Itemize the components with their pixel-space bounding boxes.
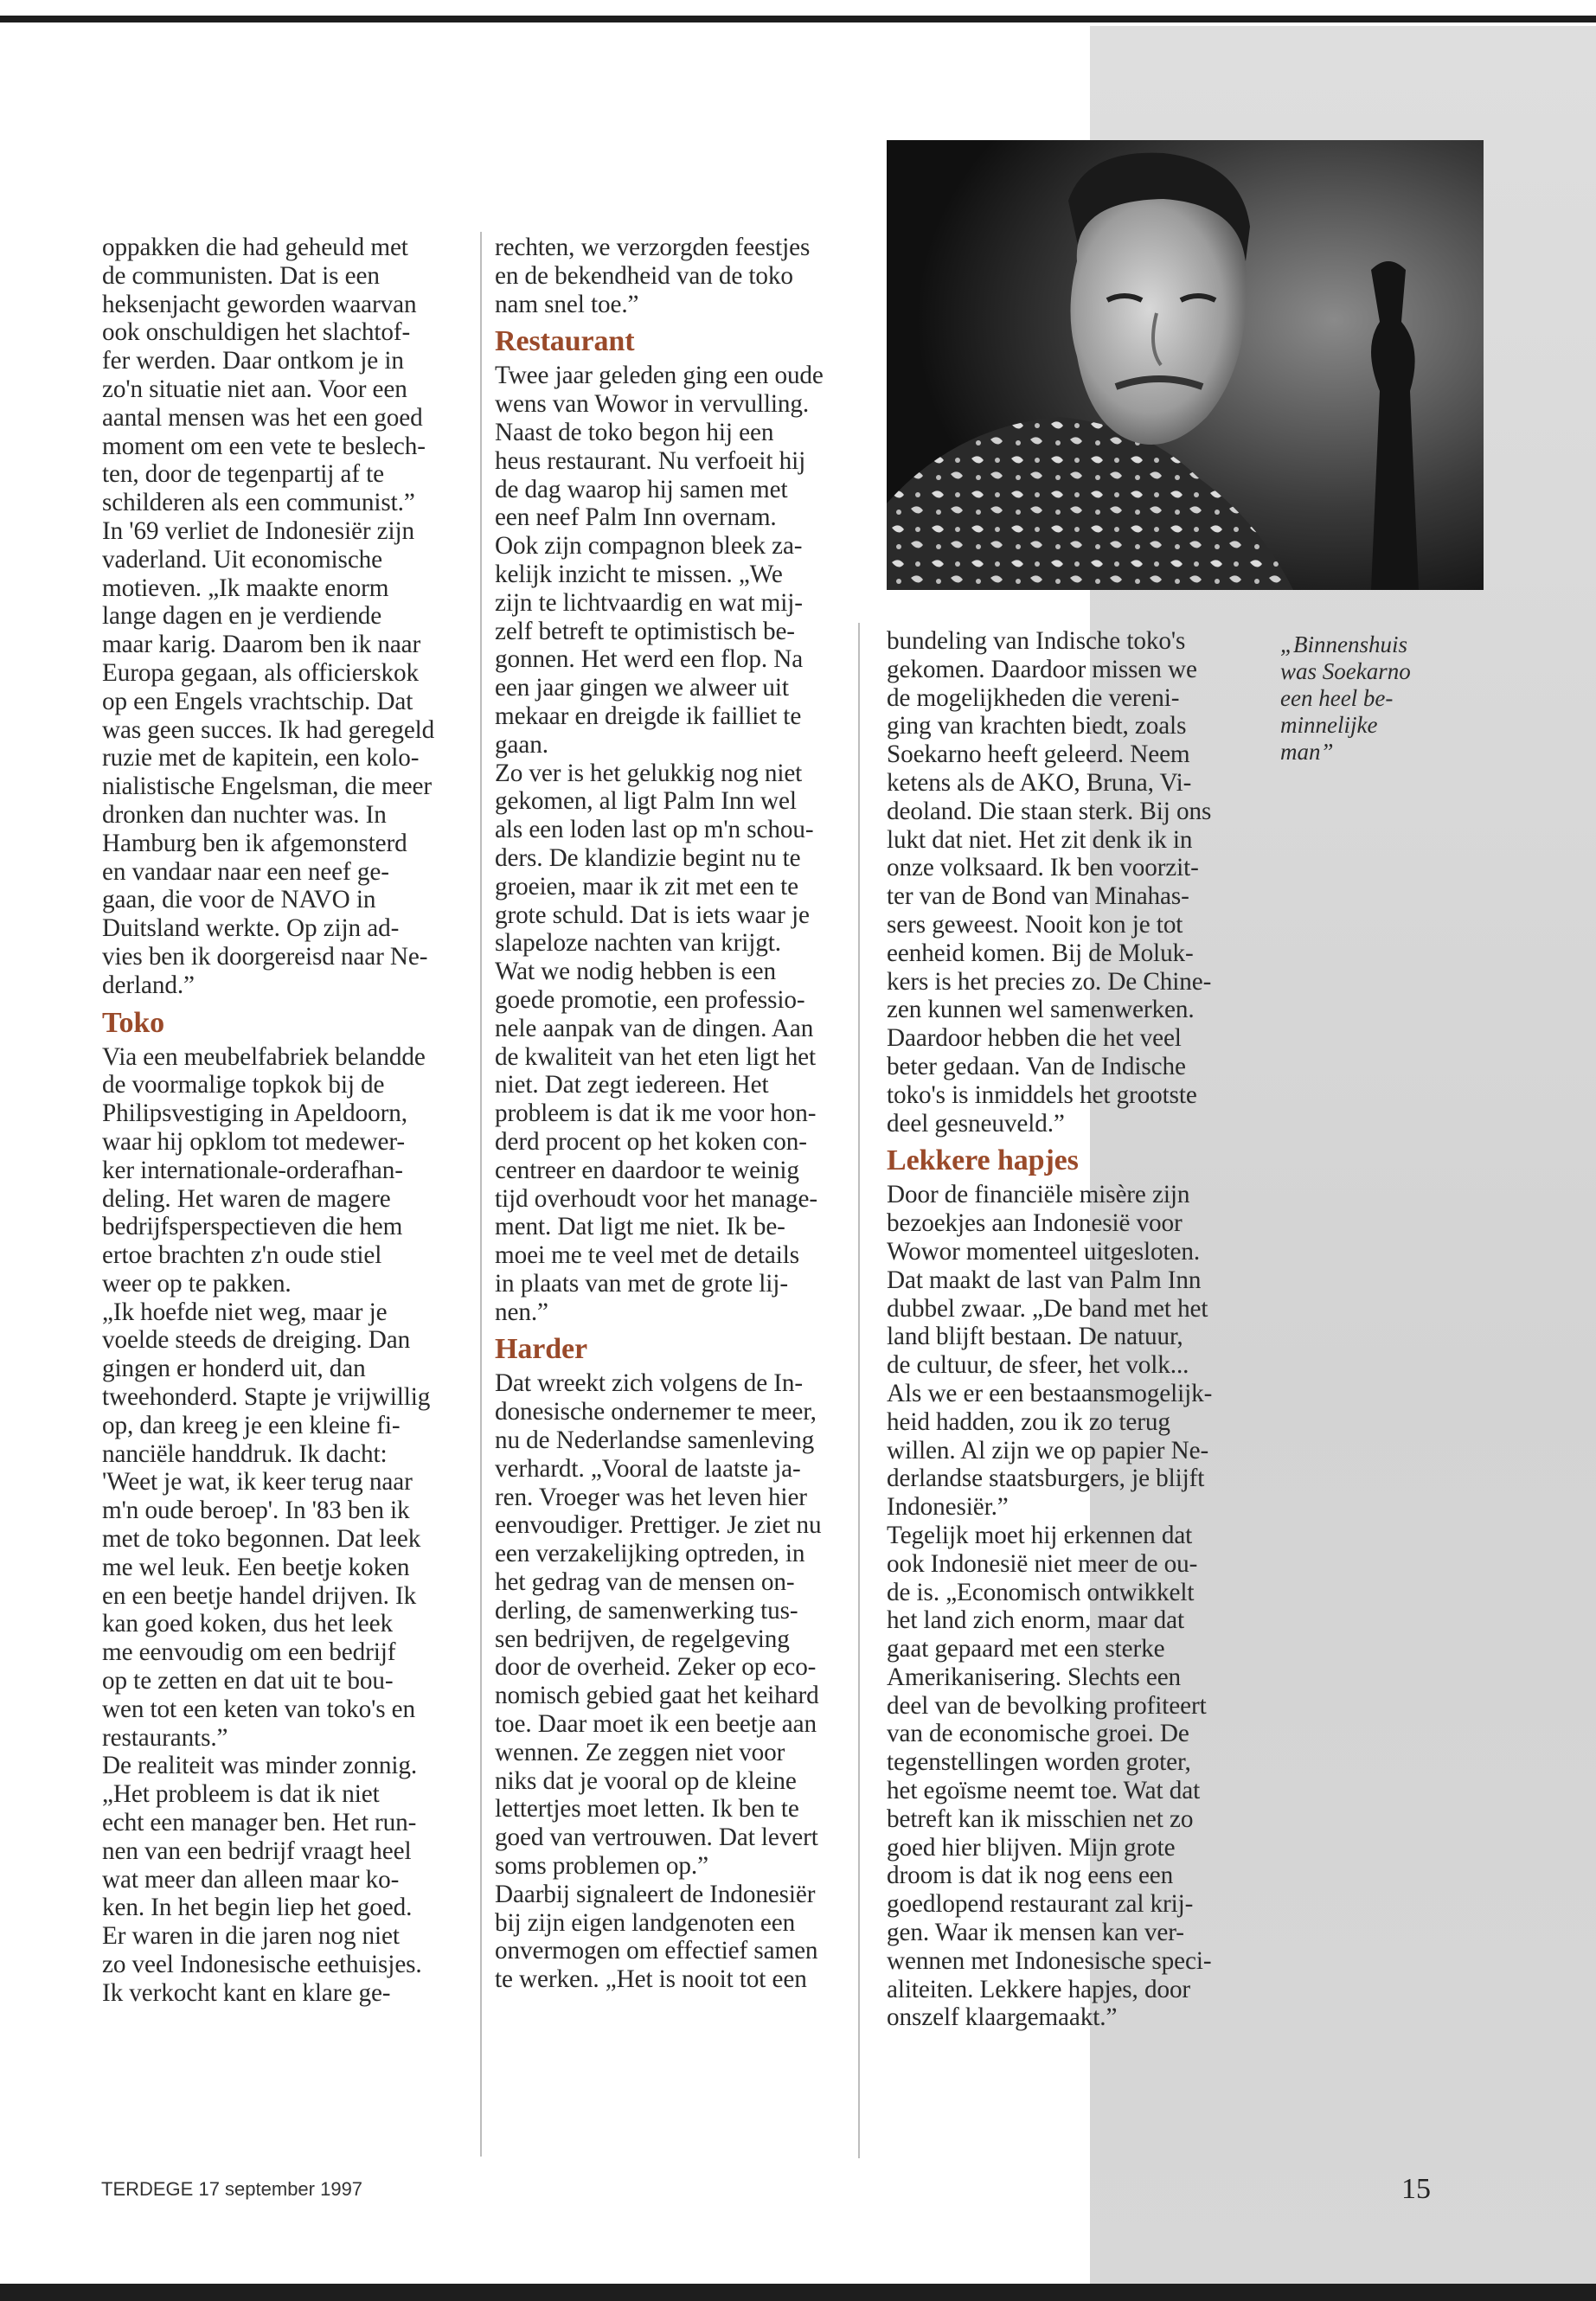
text-line: probleem is dat ik me voor hon- bbox=[495, 1099, 817, 1128]
text-line: Zo ver is het gelukkig nog niet bbox=[495, 759, 803, 787]
text-line: de mogelijkheden die vereni- bbox=[887, 683, 1180, 712]
text-line: voelde steeds de dreiging. Dan bbox=[102, 1326, 411, 1355]
text-line: Wat we nodig hebben is een bbox=[495, 958, 776, 986]
top-border bbox=[0, 16, 1596, 22]
text-line: betreft kan ik misschien net zo bbox=[887, 1804, 1194, 1833]
text-line: heus restaurant. Nu verfoeit hij bbox=[495, 446, 806, 475]
text-line: schilderen als een communist.” bbox=[102, 489, 415, 517]
text-line: moei me te veel met de details bbox=[495, 1241, 799, 1270]
text-line: sers geweest. Nooit kon je tot bbox=[887, 910, 1183, 939]
text-line: in plaats van met de grote lij- bbox=[495, 1269, 788, 1298]
text-line: het egoïsme neemt toe. Wat dat bbox=[887, 1777, 1201, 1805]
text-line: wennen met Indonesische speci- bbox=[887, 1946, 1212, 1975]
text-line: Dat maakt de last van Palm Inn bbox=[887, 1266, 1202, 1294]
text-line: fer werden. Daar ontkom je in bbox=[102, 347, 404, 375]
text-line: wen tot een keten van toko's en bbox=[102, 1695, 416, 1723]
text-line: Als we er een bestaansmogelijk- bbox=[887, 1379, 1213, 1407]
text-line: nen van een bedrijf vraagt heel bbox=[102, 1836, 412, 1865]
text-line: de communisten. Dat is een bbox=[102, 261, 380, 290]
text-line: een neef Palm Inn overnam. bbox=[495, 503, 777, 532]
text-line: derd procent op het koken con- bbox=[495, 1127, 807, 1156]
text-line: nomisch gebied gaat het keihard bbox=[495, 1682, 819, 1710]
column-rule-2 bbox=[858, 623, 860, 2158]
portrait-photo bbox=[887, 140, 1484, 590]
text-line: Amerikanisering. Slechts een bbox=[887, 1663, 1182, 1691]
text-line: „Ik hoefde niet weg, maar je bbox=[102, 1298, 388, 1326]
text-line: het land zich enorm, maar dat bbox=[887, 1606, 1184, 1635]
text-line: eenheid komen. Bij de Moluk- bbox=[887, 939, 1194, 967]
text-line: deel van de bevolking profiteert bbox=[887, 1691, 1207, 1720]
text-line: rechten, we verzorgden feestjes bbox=[495, 234, 811, 261]
text-line: niks dat je vooral op de kleine bbox=[495, 1766, 797, 1795]
text-line: zijn te lichtvaardig en wat mij- bbox=[495, 588, 803, 617]
text-line: „Het probleem is dat ik niet bbox=[102, 1780, 380, 1809]
text-line: ten, door de tegenpartij af te bbox=[102, 460, 385, 489]
text-line: lettertjes moet letten. Ik ben te bbox=[495, 1795, 799, 1823]
text-line: derland.” bbox=[102, 971, 195, 999]
text-line: als een loden last op m'n schou- bbox=[495, 816, 814, 844]
text-line: restaurants.” bbox=[102, 1723, 228, 1752]
text-line: wat meer dan alleen maar ko- bbox=[102, 1865, 400, 1894]
text-line: ter van de Bond van Minahas- bbox=[887, 882, 1189, 911]
text-line: sen bedrijven, de regelgeving bbox=[495, 1625, 790, 1653]
text-line: gonnen. Het werd een flop. Na bbox=[495, 645, 804, 674]
text-line: het gedrag van de mensen on- bbox=[495, 1568, 795, 1597]
text-line: bij zijn eigen landgenoten een bbox=[495, 1908, 796, 1937]
text-line: aantal mensen was het een goed bbox=[102, 403, 423, 432]
text-line: Duitsland werkte. Op zijn ad- bbox=[102, 914, 400, 943]
text-line: de cultuur, de sfeer, het volk... bbox=[887, 1351, 1189, 1380]
text-line: waar hij opklom tot medewer- bbox=[102, 1127, 406, 1156]
text-line: een jaar gingen we alweer uit bbox=[495, 674, 789, 702]
pull-quote: „Binnenshuis was Soekarno een heel be- minnelijke man” bbox=[1280, 631, 1411, 765]
text-line: centreer en daardoor te weinig bbox=[495, 1156, 799, 1184]
text-line: Europa gegaan, als officierskok bbox=[102, 658, 419, 687]
text-line: oppakken die had geheuld met bbox=[102, 234, 408, 261]
text-line: kan goed koken, dus het leek bbox=[102, 1610, 394, 1638]
text-line: me wel leuk. Een beetje koken bbox=[102, 1553, 410, 1581]
text-line: Er waren in die jaren nog niet bbox=[102, 1922, 400, 1951]
text-line: slapeloze nachten van krijgt. bbox=[495, 929, 782, 958]
text-line: ren. Vroeger was het leven hier bbox=[495, 1483, 807, 1511]
text-line: onvermogen om effectief samen bbox=[495, 1937, 818, 1965]
text-line: door de overheid. Zeker op eco- bbox=[495, 1653, 817, 1682]
text-line: mekaar en dreigde ik failliet te bbox=[495, 702, 802, 730]
text-line: nanciële handdruk. Ik dacht: bbox=[102, 1439, 388, 1468]
text-line: nele aanpak van de dingen. Aan bbox=[495, 1014, 814, 1042]
text-line: gekomen, al ligt Palm Inn wel bbox=[495, 787, 797, 816]
text-line: derlandse staatsburgers, je blijft bbox=[887, 1465, 1205, 1493]
text-line: vies ben ik doorgereisd naar Ne- bbox=[102, 942, 428, 971]
text-line: gekomen. Daardoor missen we bbox=[887, 655, 1197, 683]
text-line: me eenvoudig om een bedrijf bbox=[102, 1638, 396, 1667]
text-line: Naast de toko begon hij een bbox=[495, 418, 774, 446]
text-line: tweehonderd. Stapte je vrijwillig bbox=[102, 1383, 431, 1412]
text-line: Daardoor hebben die het veel bbox=[887, 1024, 1182, 1053]
text-line: 'Weet je wat, ik keer terug naar bbox=[102, 1468, 413, 1497]
text-line: de dag waarop hij samen met bbox=[495, 475, 788, 503]
text-line: lange dagen en je verdiende bbox=[102, 602, 382, 631]
text-line: vaderland. Uit economische bbox=[102, 545, 383, 574]
text-line: van de economische groei. De bbox=[887, 1720, 1189, 1748]
text-line: toe. Daar moet ik een beetje aan bbox=[495, 1710, 817, 1739]
text-line: zo'n situatie niet aan. Voor een bbox=[102, 375, 407, 403]
text-line: moment om een vete te beslech- bbox=[102, 432, 426, 460]
article-column-3 bbox=[887, 627, 1259, 2032]
text-line: zelf betreft te optimistisch be- bbox=[495, 617, 795, 645]
article-column-2 bbox=[495, 234, 849, 1994]
text-line: wennen. Ze zeggen niet voor bbox=[495, 1738, 785, 1766]
text-line: gaan, die voor de NAVO in bbox=[102, 886, 376, 914]
text-line: onszelf klaargemaakt.” bbox=[887, 2003, 1118, 2032]
text-line: te werken. „Het is nooit tot een bbox=[495, 1965, 807, 1994]
text-line: grote schuld. Dat is iets waar je bbox=[495, 901, 810, 929]
text-line: soms problemen op.” bbox=[495, 1852, 708, 1881]
text-line: Via een meubelfabriek belandde bbox=[102, 1042, 426, 1071]
text-line: land blijft bestaan. De natuur, bbox=[887, 1323, 1183, 1351]
bottom-border bbox=[0, 2284, 1596, 2301]
page-number: 15 bbox=[1401, 2173, 1431, 2205]
text-line: Door de financiële misère zijn bbox=[887, 1181, 1190, 1209]
text-line: heid hadden, zou ik zo terug bbox=[887, 1407, 1170, 1436]
text-line: dronken dan nuchter was. In bbox=[102, 800, 387, 829]
magazine-issue-footer: TERDEGE 17 september 1997 bbox=[101, 2178, 363, 2200]
text-line: donesische ondernemer te meer, bbox=[495, 1398, 817, 1426]
text-line: verhardt. „Vooral de laatste ja- bbox=[495, 1454, 801, 1483]
text-line: ruzie met de kapitein, een kolo- bbox=[102, 744, 420, 772]
text-line: een verzakelijking optreden, in bbox=[495, 1540, 805, 1568]
text-line: en de bekendheid van de toko bbox=[495, 261, 793, 290]
text-line: gaat gepaard met een sterke bbox=[887, 1635, 1165, 1663]
text-line: gaan. bbox=[495, 730, 548, 759]
text-line: bedrijfsperspectieven die hem bbox=[102, 1213, 403, 1241]
text-line: weer op te pakken. bbox=[102, 1269, 292, 1298]
text-line: m'n oude beroep'. In '83 ben ik bbox=[102, 1497, 410, 1525]
section-heading: Toko bbox=[102, 1006, 165, 1039]
text-line: ders. De klandizie begint nu te bbox=[495, 843, 801, 872]
text-line: ker internationale-orderafhan- bbox=[102, 1156, 403, 1184]
text-line: kelijk inzicht te missen. „We bbox=[495, 560, 783, 588]
text-line: kers is het precies zo. De Chine- bbox=[887, 967, 1212, 996]
text-line: toko's is inmiddels het grootste bbox=[887, 1080, 1197, 1109]
text-line: ketens als de AKO, Bruna, Vi- bbox=[887, 768, 1192, 797]
text-line: heksenjacht geworden waarvan bbox=[102, 290, 417, 318]
text-line: zo veel Indonesische eethuisjes. bbox=[102, 1951, 422, 1979]
text-line: Indonesiër.” bbox=[887, 1493, 1009, 1522]
text-line: Twee jaar geleden ging een oude bbox=[495, 362, 824, 390]
text-line: met de toko begonnen. Dat leek bbox=[102, 1525, 421, 1554]
text-line: Tegelijk moet hij erkennen dat bbox=[887, 1521, 1193, 1549]
text-line: goede promotie, een professio- bbox=[495, 985, 805, 1014]
text-line: en vandaar naar een neef ge- bbox=[102, 857, 389, 886]
text-line: ook Indonesië niet meer de ou- bbox=[887, 1549, 1198, 1578]
text-line: ook onschuldigen het slachtof- bbox=[102, 318, 411, 347]
text-line: Ook zijn compagnon bleek za- bbox=[495, 532, 803, 561]
text-line: groeien, maar ik zit met een te bbox=[495, 872, 799, 901]
article-column-1 bbox=[102, 234, 465, 2008]
text-line: goed hier blijven. Mijn grote bbox=[887, 1833, 1176, 1862]
text-line: was geen succes. Ik had geregeld bbox=[102, 715, 435, 744]
text-line: echt een manager ben. Het run- bbox=[102, 1809, 417, 1837]
text-line: eenvoudiger. Prettiger. Je ziet nu bbox=[495, 1511, 822, 1540]
text-line: op, dan kreeg je een kleine fi- bbox=[102, 1411, 401, 1439]
text-line: tijd overhoudt voor het manage- bbox=[495, 1184, 817, 1213]
text-line: deoland. Die staan sterk. Bij ons bbox=[887, 797, 1212, 825]
text-line: In '69 verliet de Indonesiër zijn bbox=[102, 516, 415, 545]
text-line: Soekarno heeft geleerd. Neem bbox=[887, 740, 1190, 769]
text-line: De realiteit was minder zonnig. bbox=[102, 1752, 418, 1780]
text-line: de kwaliteit van het eten ligt het bbox=[495, 1042, 817, 1071]
text-line: en een beetje handel drijven. Ik bbox=[102, 1581, 417, 1610]
text-line: dubbel zwaar. „De band met het bbox=[887, 1294, 1208, 1323]
text-line: Dat wreekt zich volgens de In- bbox=[495, 1369, 804, 1398]
text-line: nu de Nederlandse samenleving bbox=[495, 1426, 815, 1455]
section-heading: Harder bbox=[495, 1333, 588, 1366]
text-line: Wowor momenteel uitgesloten. bbox=[887, 1237, 1201, 1266]
text-line: ment. Dat ligt me niet. Ik be- bbox=[495, 1213, 785, 1241]
text-line: derling, de samenwerking tus- bbox=[495, 1596, 798, 1625]
text-line: deel gesneuveld.” bbox=[887, 1109, 1065, 1138]
text-line: op te zetten en dat uit te bou- bbox=[102, 1667, 394, 1695]
text-line: Daarbij signaleert de Indonesiër bbox=[495, 1880, 816, 1908]
text-line: willen. Al zijn we op papier Ne- bbox=[887, 1436, 1209, 1465]
text-line: beter gedaan. Van de Indische bbox=[887, 1052, 1186, 1080]
text-line: gingen er honderd uit, dan bbox=[102, 1355, 366, 1383]
text-line: bundeling van Indische toko's bbox=[887, 627, 1186, 655]
text-line: ertoe brachten z'n oude stiel bbox=[102, 1241, 382, 1270]
column-rule-1 bbox=[480, 232, 482, 2157]
text-line: tegenstellingen worden groter, bbox=[887, 1748, 1191, 1777]
portrait-illustration bbox=[887, 140, 1484, 590]
text-line: ging van krachten biedt, zoals bbox=[887, 712, 1187, 740]
text-line: nialistische Engelsman, die meer bbox=[102, 772, 432, 801]
text-line: goedlopend restaurant zal krij- bbox=[887, 1890, 1194, 1919]
text-line: droom is dat ik nog eens een bbox=[887, 1862, 1174, 1890]
text-line: niet. Dat zegt iedereen. Het bbox=[495, 1071, 769, 1099]
text-line: maar karig. Daarom ben ik naar bbox=[102, 631, 421, 659]
section-heading: Lekkere hapjes bbox=[887, 1144, 1079, 1177]
text-line: wens van Wowor in vervulling. bbox=[495, 390, 810, 419]
text-line: zen kunnen wel samenwerken. bbox=[887, 996, 1195, 1024]
text-line: onze volksaard. Ik ben voorzit- bbox=[887, 854, 1199, 882]
section-heading: Restaurant bbox=[495, 325, 635, 358]
text-line: de is. „Economisch ontwikkelt bbox=[887, 1578, 1195, 1606]
text-line: nam snel toe.” bbox=[495, 290, 639, 318]
text-line: ken. In het begin liep het goed. bbox=[102, 1894, 413, 1922]
text-line: aliteiten. Lekkere hapjes, door bbox=[887, 1975, 1191, 2003]
text-line: motieven. „Ik maakte enorm bbox=[102, 574, 389, 602]
text-line: de voormalige topkok bij de bbox=[102, 1071, 385, 1099]
text-line: lukt dat niet. Het zit denk ik in bbox=[887, 825, 1193, 854]
text-line: Ik verkocht kant en klare ge- bbox=[102, 1978, 391, 2007]
text-line: bezoekjes aan Indonesië voor bbox=[887, 1209, 1183, 1238]
text-line: nen.” bbox=[495, 1298, 548, 1326]
text-line: Hamburg ben ik afgemonsterd bbox=[102, 829, 407, 857]
text-line: gen. Waar ik mensen kan ver- bbox=[887, 1919, 1184, 1947]
text-line: deling. Het waren de magere bbox=[102, 1184, 391, 1213]
text-line: op een Engels vrachtschip. Dat bbox=[102, 687, 413, 715]
text-line: goed van vertrouwen. Dat levert bbox=[495, 1823, 818, 1852]
text-line: Philipsvestiging in Apeldoorn, bbox=[102, 1099, 407, 1128]
